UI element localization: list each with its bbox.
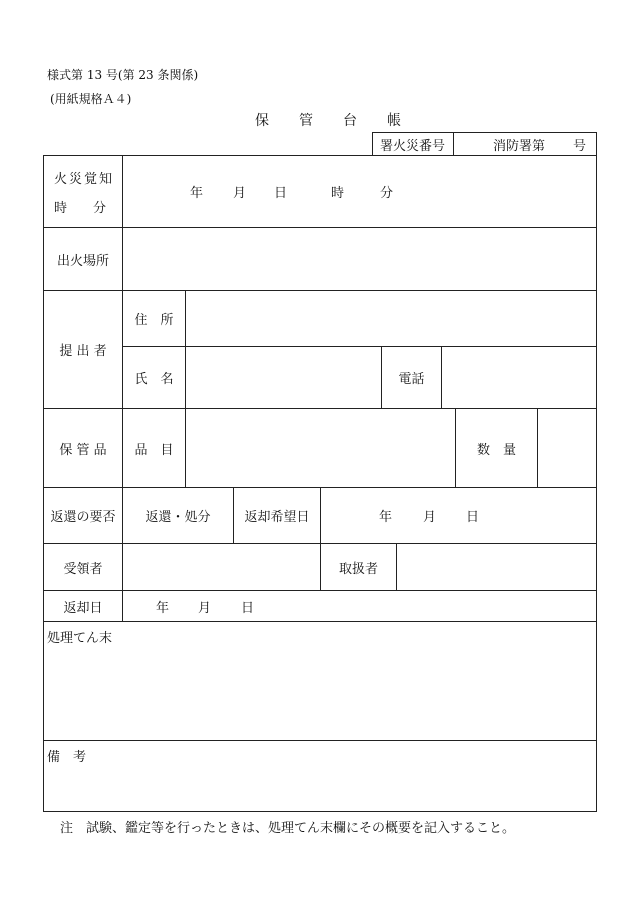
disposition-label: 処理てん末: [47, 631, 113, 646]
return-date-field[interactable]: [123, 591, 596, 621]
title-char-4: 帳: [387, 113, 401, 129]
fire-time-field[interactable]: [123, 156, 596, 227]
fire-time-label-line2: 時 分: [54, 200, 107, 216]
return-date-year: 年: [156, 600, 170, 616]
fire-number-suffix: 号: [573, 138, 587, 154]
return-date-day: 日: [241, 600, 255, 616]
handler-field[interactable]: [397, 544, 596, 590]
fire-origin-field[interactable]: [123, 228, 596, 290]
return-date-label: 返却日: [63, 600, 103, 616]
return-desired-label: 返却希望日: [244, 510, 310, 525]
storage-item-field[interactable]: [186, 409, 455, 487]
fire-time-minute: 分: [380, 186, 394, 201]
disposition-field[interactable]: [44, 622, 596, 740]
paper-size: (用紙規格Ａ４): [50, 92, 132, 106]
title-char-1: 保: [255, 113, 269, 129]
return-need-label: 返還の要否: [50, 510, 116, 525]
handler-label: 取扱者: [338, 561, 378, 577]
submitter-phone-field[interactable]: [442, 347, 596, 408]
submitter-address-label: 住 所: [134, 313, 174, 328]
remarks-label: 備 考: [47, 750, 87, 765]
fire-number-field[interactable]: [453, 133, 596, 155]
submitter-phone-label: 電話: [398, 372, 425, 387]
page-title: [255, 110, 401, 130]
storage-quantity-field[interactable]: [538, 409, 596, 487]
fire-time-day: 日: [274, 186, 288, 201]
return-desired-year: 年: [379, 510, 393, 525]
title-char-2: 管: [299, 113, 313, 129]
fire-time-label-line1: 火災覚知: [54, 171, 115, 187]
fire-time-year: 年: [190, 186, 204, 201]
storage-label: 保 管 品: [59, 442, 107, 458]
storage-quantity-label: 数 量: [476, 442, 516, 458]
return-date-month: 月: [198, 600, 212, 616]
receiver-label: 受領者: [63, 561, 103, 577]
fire-time-month: 月: [233, 186, 247, 201]
return-desired-day: 日: [466, 510, 480, 525]
storage-item-label: 品 目: [134, 442, 174, 458]
fire-time-hour: 時: [331, 186, 345, 201]
footnote: 注 試験、鑑定等を行ったときは、処理てん末欄にその概要を記入すること。: [60, 821, 516, 836]
title-char-3: 台: [343, 113, 357, 129]
submitter-name-label: 氏 名: [134, 372, 174, 387]
return-desired-field[interactable]: [321, 488, 596, 543]
return-desired-month: 月: [423, 510, 437, 525]
submitter-address-field[interactable]: [186, 291, 596, 346]
return-need-option[interactable]: 返還・処分: [145, 510, 211, 525]
submitter-label: 提 出 者: [59, 344, 107, 359]
submitter-name-field[interactable]: [186, 347, 381, 408]
fire-number-prefix: 消防署第: [493, 138, 546, 154]
remarks-field[interactable]: [44, 741, 596, 811]
form-number: 様式第 13 号(第 23 条関係): [47, 68, 199, 82]
fire-number-label: 署火災番号: [379, 138, 445, 154]
fire-time-label: [44, 156, 122, 227]
receiver-field[interactable]: [123, 544, 320, 590]
fire-origin-label: 出火場所: [56, 253, 109, 269]
